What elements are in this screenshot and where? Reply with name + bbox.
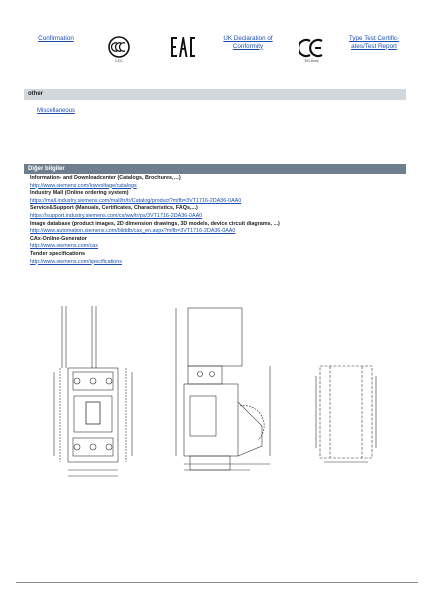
type-test-link[interactable]: Type Test Certific-ates/Test Report: [348, 35, 400, 50]
info-item: [30, 221, 402, 236]
confirmation-link[interactable]: Confirmation: [38, 35, 74, 42]
info-link[interactable]: http://www.siemens.com/cax: [30, 243, 99, 250]
info-link[interactable]: https://mall.industry.siemens.com/mall/tr/tr/Catalog/product?mlfb=3VT1716-2DA36-0AA0: [30, 197, 242, 204]
info-heading: Industry Mall (Online ordering system): [30, 190, 129, 197]
section-header-diger-bilgiler: Diğer bilgiler: [24, 164, 406, 174]
info-item: [30, 205, 402, 220]
info-heading: CAx-Online-Generator: [30, 235, 87, 242]
info-link[interactable]: https://support.industry.siemens.com/cs/ww/tr/ps/3VT1716-2DA36-0AA0: [30, 212, 203, 219]
ce-logo: [299, 38, 325, 58]
info-heading: Tender specifications: [30, 250, 86, 257]
info-list: [30, 175, 402, 266]
front-view-drawing: [54, 306, 132, 476]
ce-caption: EG-Konf.: [304, 59, 320, 63]
footer-divider: [16, 582, 418, 583]
info-item: [30, 190, 402, 205]
miscellaneous-link[interactable]: Miscellaneous: [37, 108, 76, 114]
right-view-drawing: [320, 366, 372, 458]
info-heading: Service&Support (Manuals, Certificates, Characteristics, FAQs,...): [30, 205, 198, 212]
info-item: [30, 175, 402, 190]
info-item: [30, 251, 402, 266]
section-header-other: other: [24, 89, 406, 100]
info-heading: Image database (product images, 2D dimension drawings, 3D models, device circuit diagrams, ...): [30, 220, 280, 227]
eac-logo: [170, 35, 196, 59]
side-view-drawing: [176, 308, 270, 470]
info-link[interactable]: http://www.siemens.com/lowvoltage/catalogs: [30, 182, 137, 189]
uk-declaration-link[interactable]: UK Declaration of Conformity: [223, 35, 273, 50]
info-link[interactable]: http://www.siemens.com/specifications: [30, 258, 122, 265]
info-link[interactable]: http://www.automation.siemens.com/bilddb/cax_en.aspx?mlfb=3VT1716-2DA36-0AA0: [30, 228, 236, 235]
info-item: [30, 236, 402, 251]
dimension-drawings: [40, 306, 400, 486]
certificate-row: [0, 33, 434, 69]
ccc-logo: [107, 36, 131, 58]
ccc-caption: CCC: [115, 59, 123, 63]
info-heading: Information- and Downloadcenter (Catalogs, Brochures,…): [30, 175, 181, 181]
